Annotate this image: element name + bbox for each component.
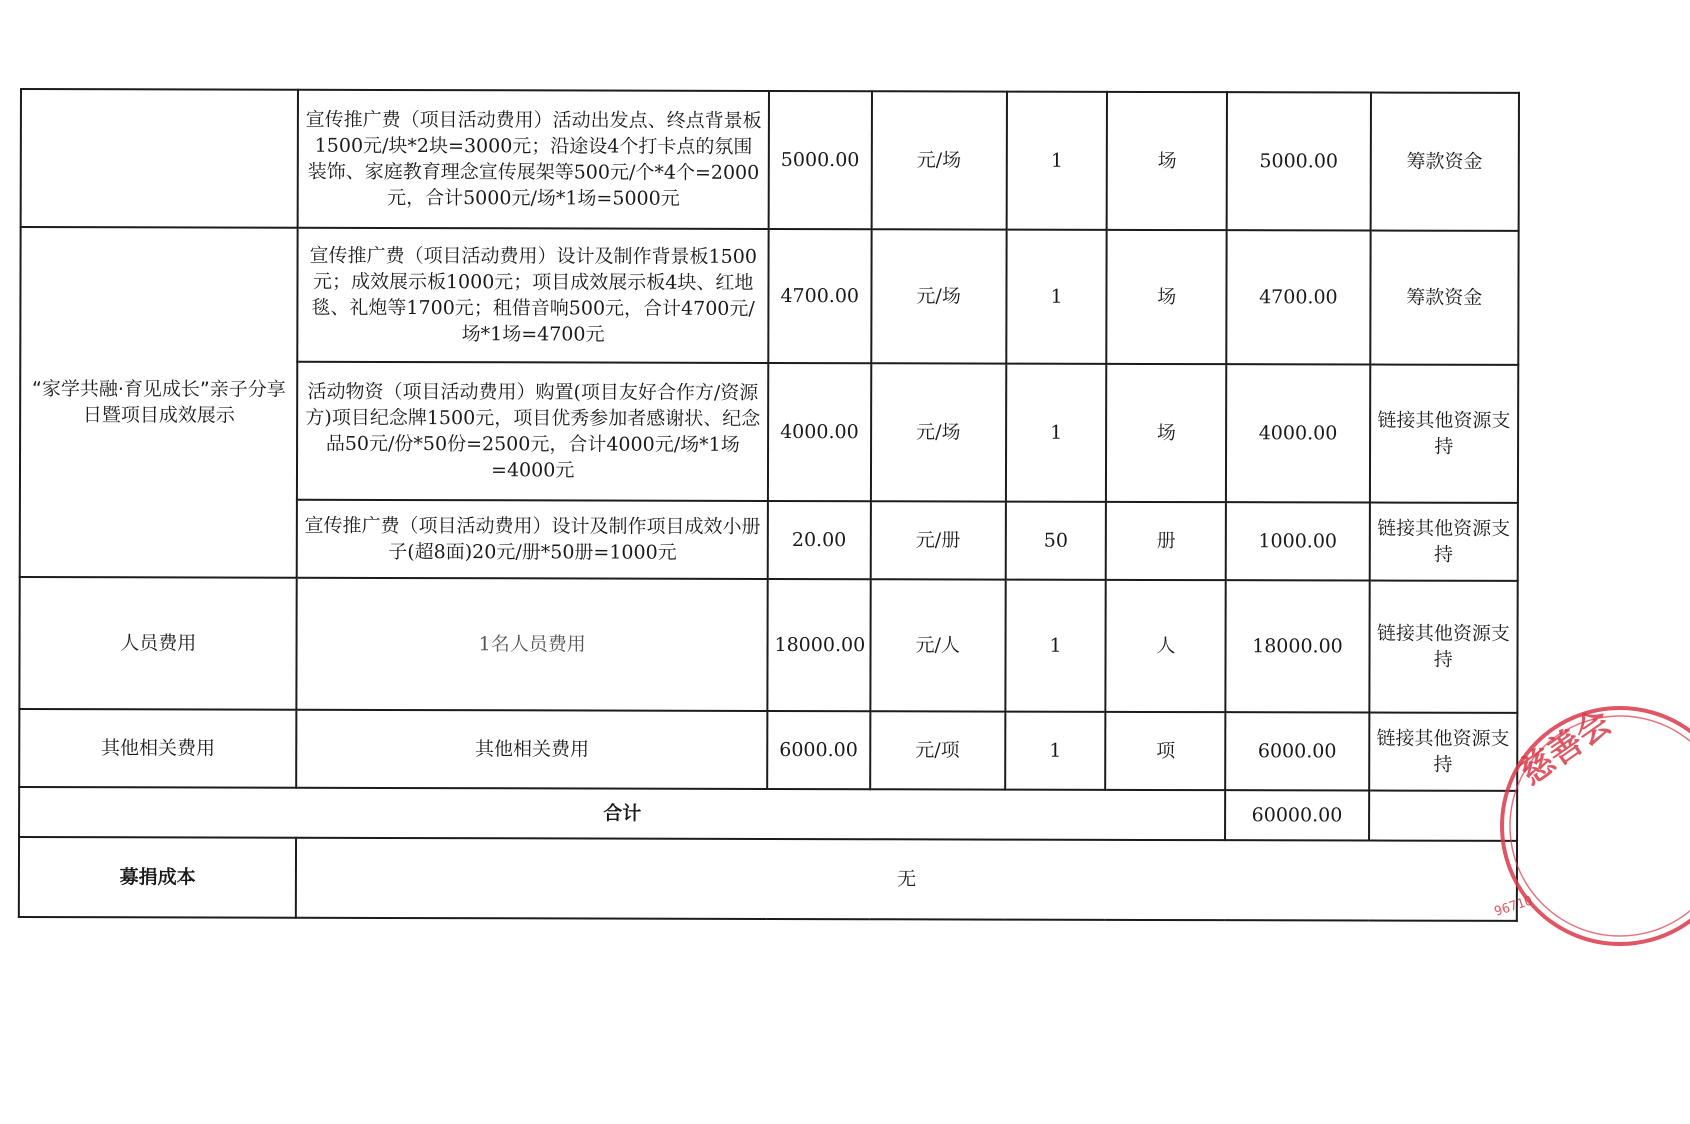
- funding-source-cell: 链接其他资源支持: [1369, 581, 1518, 713]
- unit-cell: 元/项: [870, 711, 1005, 789]
- description-cell: 宣传推广费（项目活动费用）设计及制作项目成效小册子(超8面)20元/册*50册=1000元: [297, 500, 768, 579]
- table-row: [19, 709, 1517, 791]
- quantity-unit-cell: 场: [1106, 364, 1226, 502]
- table-row: [21, 89, 1519, 231]
- total-row: [19, 787, 1517, 841]
- funding-source-cell: 链接其他资源支持: [1369, 365, 1518, 503]
- category-cell: “家学共融·育见成长”亲子分享日暨项目成效展示: [20, 227, 298, 578]
- quantity-unit-cell: 册: [1106, 502, 1226, 580]
- seal-text: 慈善会: [1512, 702, 1619, 794]
- unit-cell: 元/册: [870, 501, 1005, 579]
- amount-cell: 6000.00: [1225, 712, 1368, 790]
- table-row: [19, 577, 1517, 713]
- unit-price-cell: 6000.00: [767, 711, 870, 789]
- quantity-cell: 1: [1006, 364, 1107, 502]
- unit-cell: 元/场: [871, 229, 1007, 363]
- description-cell: 宣传推广费（项目活动费用）设计及制作背景板1500元；成效展示板1000元；项目成效展示板4块、红地毯、礼炮等1700元；租借音响500元，合计4700元/场*1场=4700元: [298, 228, 769, 363]
- quantity-cell: 1: [1005, 580, 1106, 712]
- quantity-cell: 50: [1005, 502, 1106, 580]
- category-cell: [21, 89, 299, 228]
- amount-cell: 5000.00: [1227, 92, 1371, 230]
- unit-cell: 元/人: [870, 579, 1006, 711]
- funding-source-cell: 链接其他资源支持: [1369, 503, 1518, 581]
- total-label: 合计: [19, 787, 1225, 840]
- seal-number: 96710: [1492, 893, 1535, 920]
- description-cell: 1名人员费用: [297, 578, 768, 711]
- funding-source-cell: 筹款资金: [1370, 93, 1519, 231]
- quantity-unit-cell: 人: [1106, 580, 1226, 712]
- amount-cell: 1000.00: [1226, 502, 1369, 580]
- amount-cell: 18000.00: [1226, 580, 1370, 712]
- unit-price-cell: 5000.00: [769, 91, 872, 229]
- category-cell: 人员费用: [19, 577, 297, 710]
- amount-cell: 4000.00: [1226, 364, 1370, 502]
- description-cell: 活动物资（项目活动费用）购置(项目友好合作方/资源方)项目纪念牌1500元，项目优秀参加者感谢状、纪念品50元/份*50份=2500元，合计4000元/场*1场=4000元: [297, 362, 768, 501]
- total-empty-cell: [1369, 791, 1518, 841]
- quantity-cell: 1: [1005, 712, 1106, 790]
- unit-price-cell: 4700.00: [768, 229, 871, 363]
- quantity-cell: 1: [1006, 230, 1107, 364]
- unit-price-cell: 4000.00: [768, 363, 871, 501]
- fundraising-cost-label: 募捐成本: [19, 837, 297, 918]
- funding-source-cell: 筹款资金: [1370, 231, 1519, 365]
- total-amount: 60000.00: [1225, 790, 1368, 840]
- quantity-unit-cell: 场: [1107, 92, 1227, 230]
- table-row: [20, 227, 1518, 365]
- amount-cell: 4700.00: [1227, 230, 1371, 364]
- description-cell: 宣传推广费（项目活动费用）活动出发点、终点背景板1500元/块*2块=3000元；沿途设4个打卡点的氛围装饰、家庭教育理念宣传展架等500元/个*4个=2000元，合计5000元/场*1场=5000元: [298, 90, 769, 229]
- quantity-cell: 1: [1006, 92, 1107, 230]
- quantity-unit-cell: 场: [1107, 230, 1227, 364]
- funding-source-cell: 链接其他资源支持: [1369, 713, 1518, 791]
- official-seal-stamp: [1490, 702, 1690, 936]
- unit-cell: 元/场: [871, 363, 1007, 501]
- unit-cell: 元/场: [871, 91, 1007, 229]
- budget-table: [18, 88, 1520, 922]
- unit-price-cell: 18000.00: [767, 579, 870, 711]
- fundraising-cost-value: 无: [296, 838, 1517, 921]
- category-cell: 其他相关费用: [19, 709, 297, 788]
- description-cell: 其他相关费用: [297, 710, 768, 789]
- unit-price-cell: 20.00: [768, 501, 871, 579]
- fundraising-cost-row: [19, 837, 1517, 921]
- quantity-unit-cell: 项: [1106, 712, 1226, 790]
